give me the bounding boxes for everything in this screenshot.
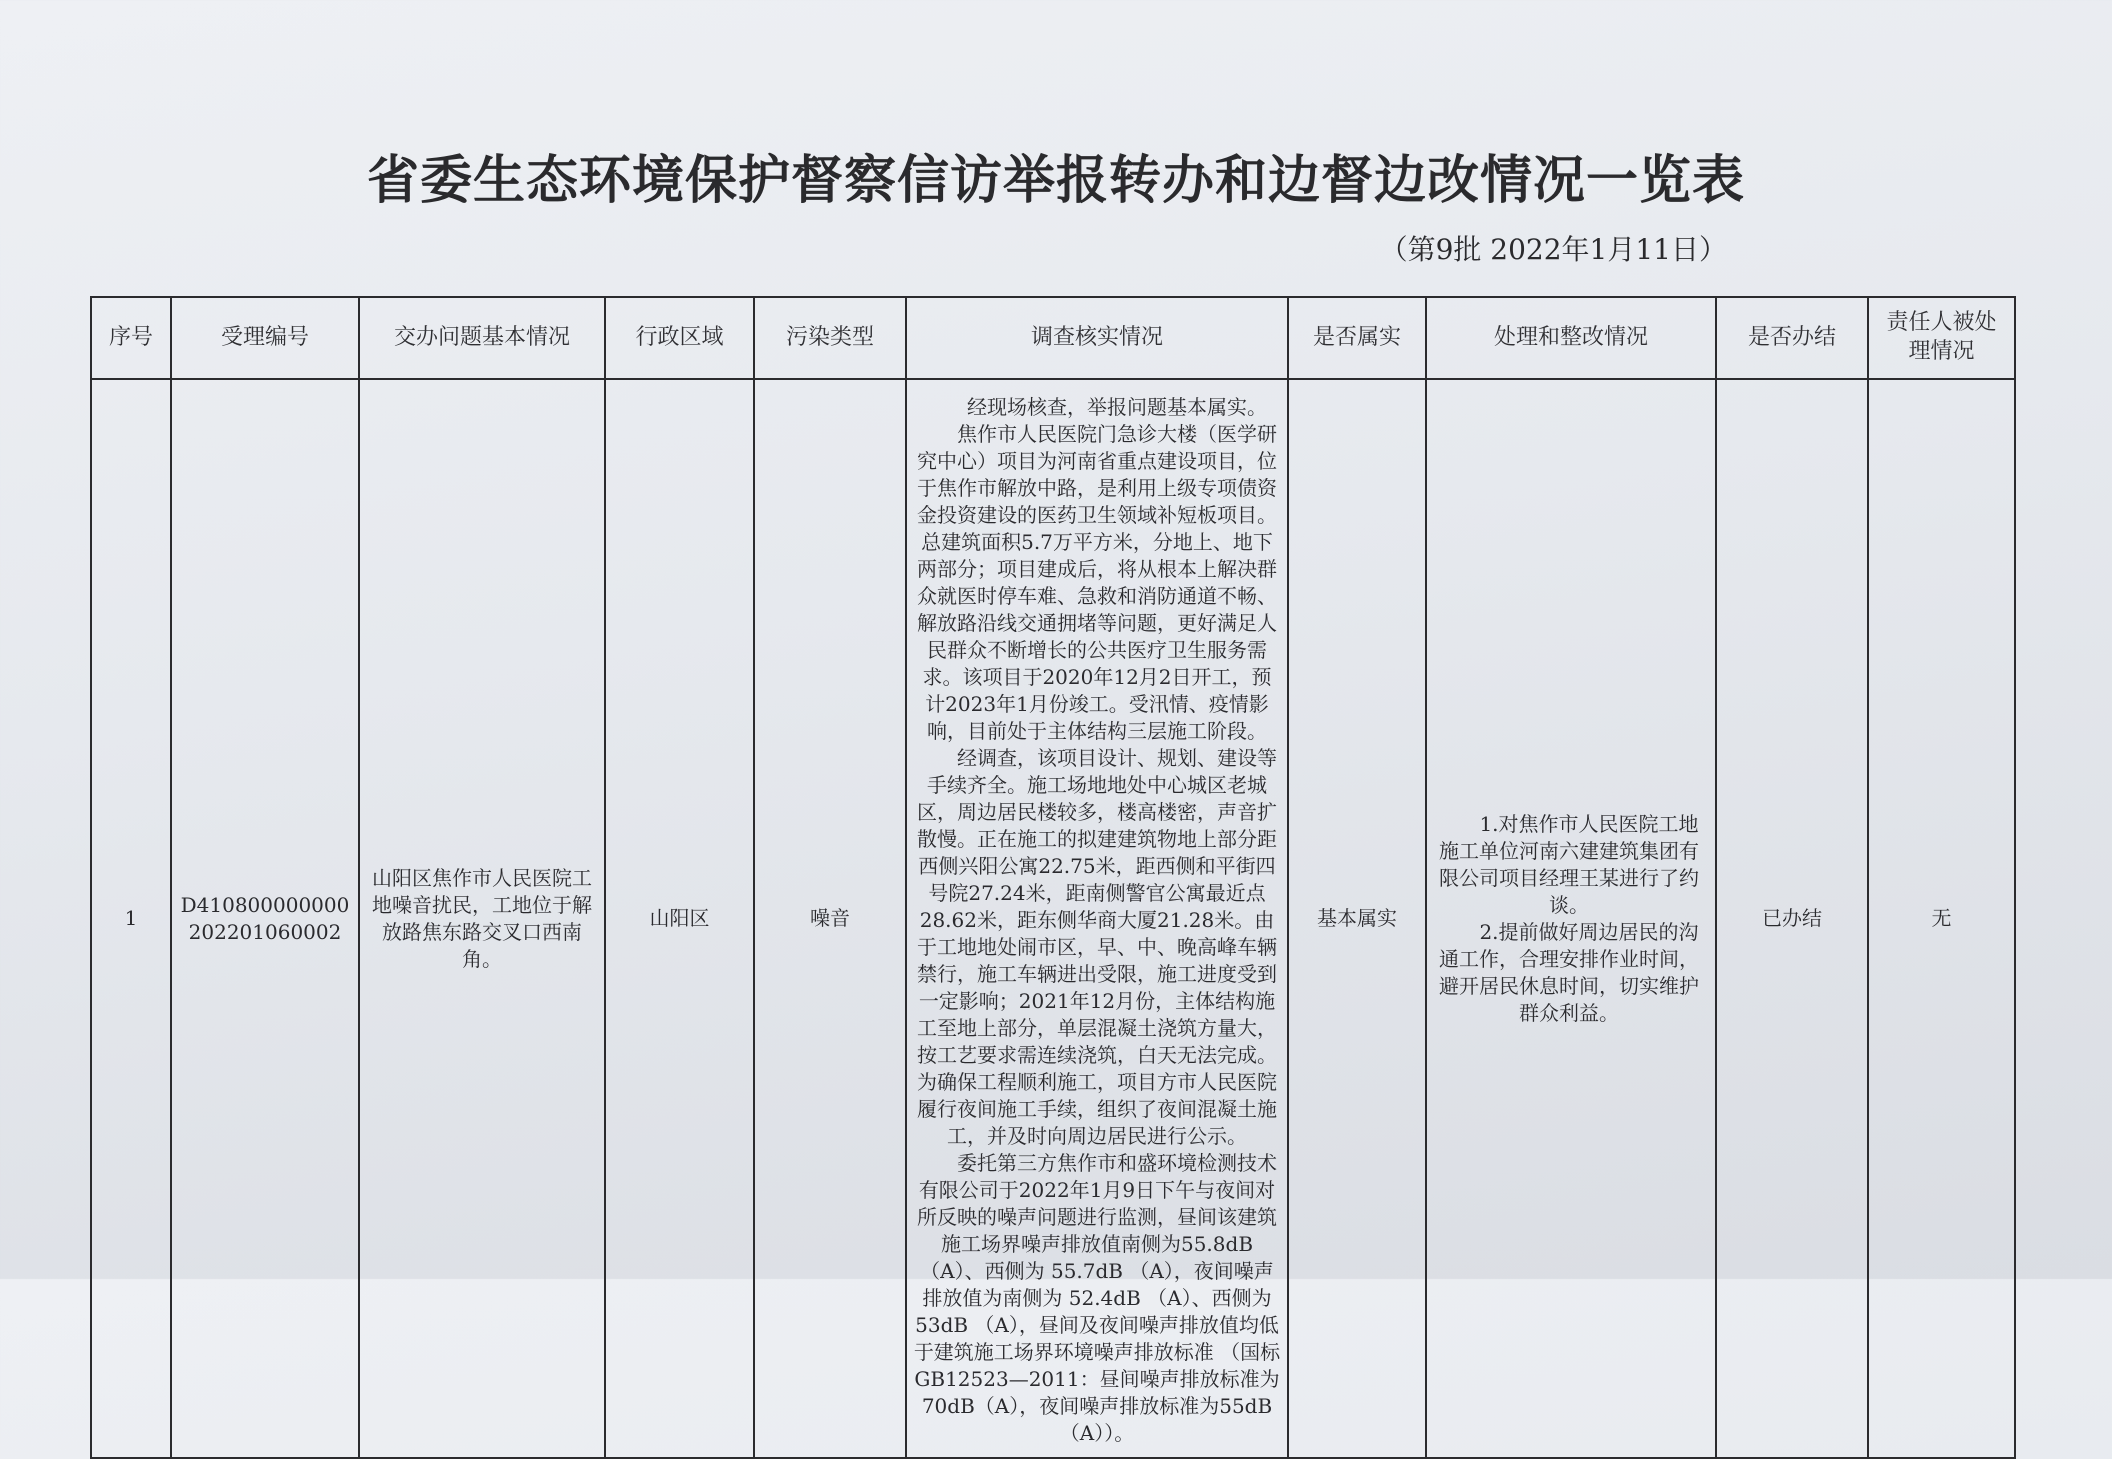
cell-seq: 1 bbox=[91, 379, 171, 1458]
table-header-row bbox=[91, 297, 2015, 379]
handling-item: 1.对焦作市人民医院工地施工单位河南六建建筑集团有限公司项目经理王某进行了约谈。 bbox=[1439, 811, 1699, 917]
header-verified: 是否属实 bbox=[1288, 297, 1426, 379]
cell-closed: 已办结 bbox=[1716, 379, 1868, 1458]
investigation-paragraph: 焦作市人民医院门急诊大楼（医学研究中心）项目为河南省重点建设项目，位于焦作市解放中路，是利用上级专项债资金投资建设的医药卫生领域补短板项目。总建筑面积5.7万平方米，分地上、地下两部分；项目建成后，将从根本上解决群众就医时停车难、急救和消防通道不畅、解放路沿线交通拥堵等问题，更好满足人民群众不断增长的公共医疗卫生服务需求。该项目于2020年12月2日开工，预计2023年1月份竣工。受汛情、疫情影响，目前处于主体结构三层施工阶段。 bbox=[917, 422, 1277, 743]
header-responsible: 责任人被处理情况 bbox=[1868, 297, 2015, 379]
investigation-paragraph: 委托第三方焦作市和盛环境检测技术有限公司于2022年1月9日下午与夜间对所反映的噪声问题进行监测，昼间该建筑施工场界噪声排放值南侧为55.8dB（A）、西侧为 55.7dB （A），夜间噪声排放值为南侧为 52.4dB （A）、西侧为53dB （A），昼间及夜间噪声排放值均低于建筑施工场界环境噪声排放标准 （国标GB12523—2011：昼间噪声排放标准为70dB（A），夜间噪声排放标准为55dB（A））。 bbox=[913, 1151, 1281, 1445]
cell-district: 山阳区 bbox=[605, 379, 754, 1458]
cell-responsible: 无 bbox=[1868, 379, 2015, 1458]
header-seq: 序号 bbox=[91, 297, 171, 379]
header-handling: 处理和整改情况 bbox=[1426, 297, 1716, 379]
header-code: 受理编号 bbox=[171, 297, 359, 379]
header-pollution: 污染类型 bbox=[754, 297, 906, 379]
header-investigation: 调查核实情况 bbox=[906, 297, 1288, 379]
cell-code: D410800000000202201060002 bbox=[171, 379, 359, 1458]
document-title: 省委生态环境保护督察信访举报转办和边督边改情况一览表 bbox=[366, 150, 1745, 211]
report-table bbox=[90, 296, 2016, 1459]
header-issue: 交办问题基本情况 bbox=[359, 297, 605, 379]
header-district: 行政区域 bbox=[605, 297, 754, 379]
cell-issue: 山阳区焦作市人民医院工地噪音扰民，工地位于解放路焦东路交叉口西南角。 bbox=[359, 379, 605, 1458]
cell-verified: 基本属实 bbox=[1288, 379, 1426, 1458]
cell-handling bbox=[1426, 379, 1716, 1458]
investigation-paragraph: 经调查，该项目设计、规划、建设等手续齐全。施工场地地处中心城区老城区，周边居民楼较多，楼高楼密，声音扩散慢。正在施工的拟建建筑物地上部分距西侧兴阳公寓22.75米，距西侧和平街四号院27.24米，距南侧警官公寓最近点28.62米，距东侧华商大厦21.28米。由于工地地处闹市区，早、中、晚高峰车辆禁行，施工车辆进出受限，施工进度受到一定影响；2021年12月份，主体结构施工至地上部分，单层混凝土浇筑方量大，按工艺要求需连续浇筑，白天无法完成。为确保工程顺利施工，项目方市人民医院履行夜间施工手续，组织了夜间混凝土施工，并及时向周边居民进行公示。 bbox=[917, 746, 1277, 1148]
batch-date: （第9批 2022年1月11日） bbox=[1379, 233, 1727, 266]
handling-item: 2.提前做好周边居民的沟通工作，合理安排作业时间，避开居民休息时间，切实维护群众利益。 bbox=[1439, 919, 1699, 1025]
header-closed: 是否办结 bbox=[1716, 297, 1868, 379]
cell-investigation bbox=[906, 379, 1288, 1458]
investigation-paragraph: 经现场核查，举报问题基本属实。 bbox=[967, 395, 1267, 419]
cell-pollution: 噪音 bbox=[754, 379, 906, 1458]
table-row bbox=[91, 379, 2015, 1458]
